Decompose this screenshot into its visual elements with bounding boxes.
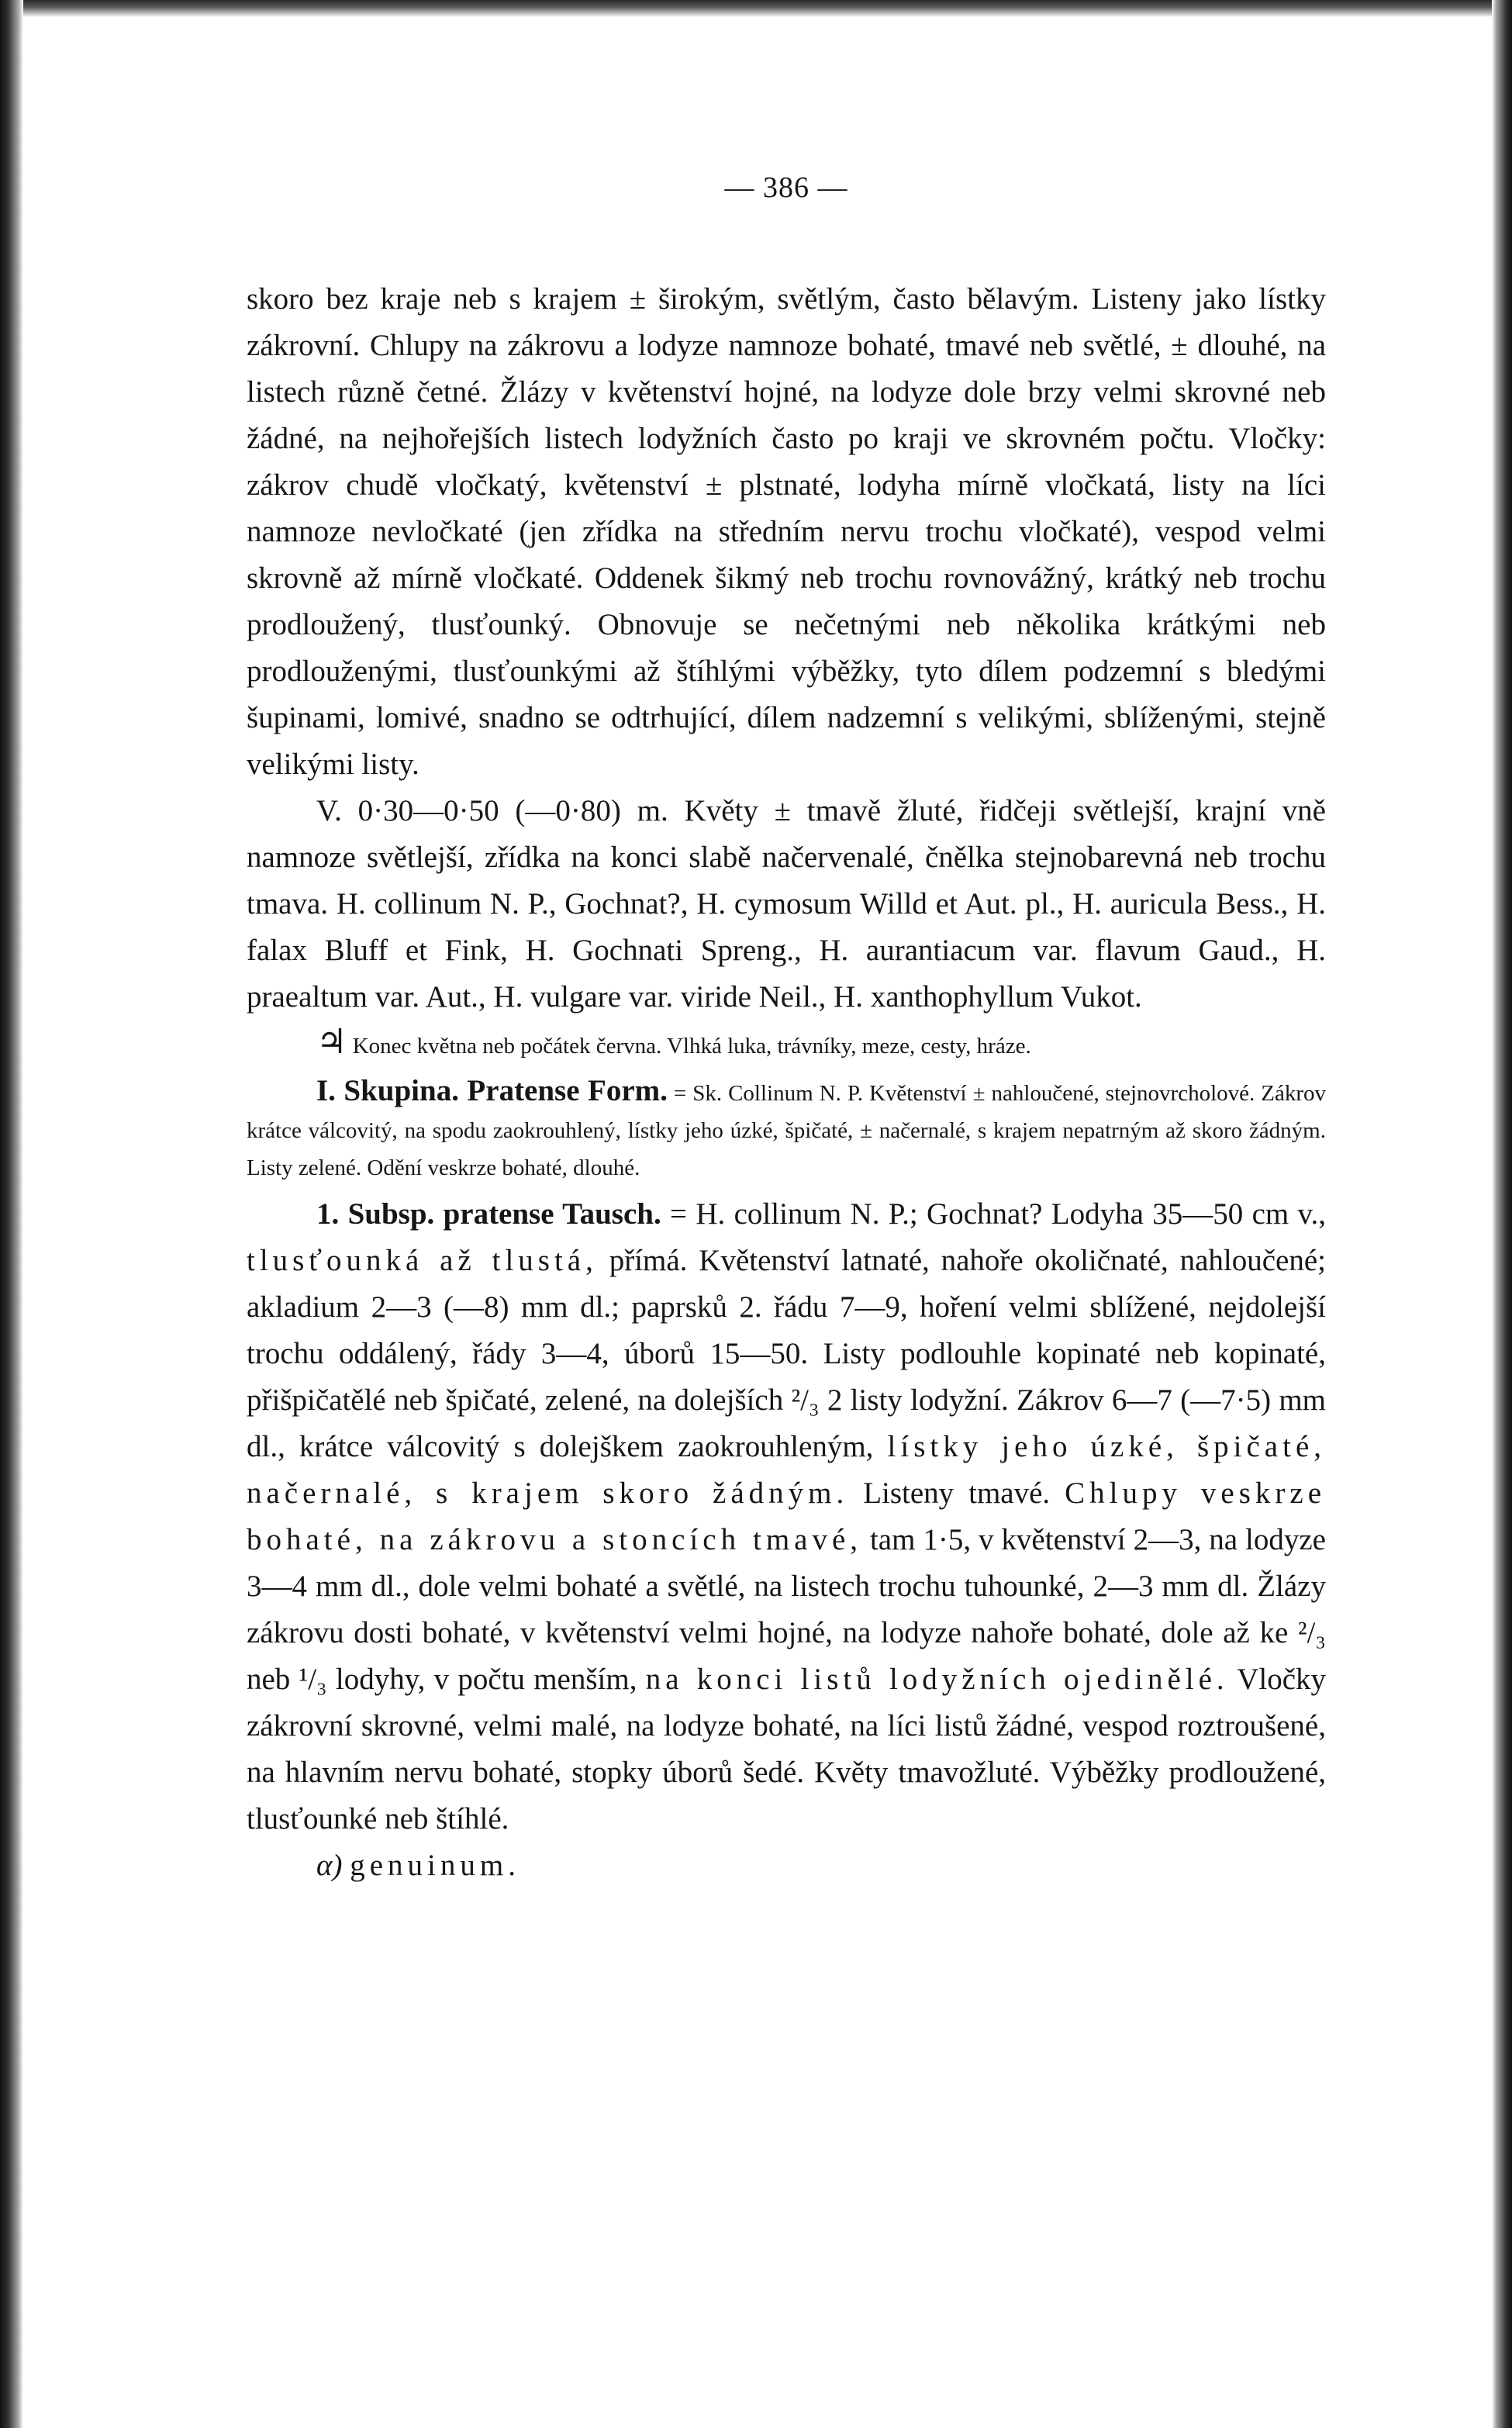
subspecies-spaced-3: Chlupy veskrze bohaté, na zákrovu a stoncích tmavé,: [247, 1476, 1326, 1556]
group-heading: I. Skupina. Pratense Form.: [316, 1074, 668, 1107]
phenology-text: Konec května neb počátek června. Vlhká luka, trávníky, meze, cesty, hráze.: [352, 1034, 1031, 1059]
subspecies-text-d: tam 1·5, v květenství 2—3, na lodyze 3—4 mm dl., dole velmi bohaté a světlé, na listech trochu tuhounké, 2—3 mm dl. Žlázy zákrovu dosti bohaté, v květenství velmi hojné, na lodyze nahoře bohaté, dole až ke ²/₃ neb ¹/₃ lodyhy, v počtu menším,: [247, 1523, 1326, 1696]
subspecies-spaced-4: na konci listů lodyžních ojedinělé.: [645, 1663, 1229, 1696]
page-content: [247, 171, 1326, 1889]
scan-border-top: [0, 0, 1512, 17]
paragraph-description: skoro bez kraje neb s krajem ± širokým, světlým, často bělavým. Listeny jako lístky zákrovní. Chlupy na zákrovu a lodyze namnoze bohaté, tmavé neb světlé, ± dlouhé, na listech různě četné. Žlázy v květenství hojné, na lodyze dole brzy velmi skrovné neb žádné, na nejhořejších listech lodyžních často po kraji ve skrovném počtu. Vločky: zákrov chudě vločkatý, květenství ± plstnaté, lodyha mírně vločkatá, listy na líci namnoze nevločkaté (jen zřídka na středním nervu trochu vločkaté), vespod velmi skrovně až mírně vločkaté. Oddenek šikmý neb trochu rovnovážný, krátký neb trochu prodloužený, tlusťounký. Obnovuje se nečetnými neb několika krátkými neb prodlouženými, tlusťounkými až štíhlými výběžky, tyto dílem podzemní s bledými šupinami, lomivé, snadno se odtrhující, dílem nadzemní s velikými, sblíženými, stejně velikými listy.: [247, 282, 1326, 781]
group-text: = Sk. Collinum N. P. Květenství ± nahloučené, stejnovrcholové. Zákrov krátce válcovitý, na spodu zaokrouhlený, lístky jeho úzké, špičaté, ± načernalé, s krajem nepatrným až skoro žádným. Listy zelené. Odění veskrze bohaté, dlouhé.: [247, 1081, 1326, 1180]
subspecies-text-c: Listeny tmavé.: [863, 1476, 1051, 1510]
subspecies-text-b: přímá. Květenství latnaté, nahoře okoličnaté, nahloučené; akladium 2—3 (—8) mm dl.; paprsků 2. řádu 7—9, hoření velmi sblížené, nejdolejší trochu oddálený, řády 3—4, úborů 15—50. Listy podlouhle kopinaté neb kopinaté, přišpičatělé neb špičaté, zelené, na dolejších ²/₃ 2 listy lodyžní. Zákrov 6—7 (—7·5) mm dl., krátce válcovitý s dolejškem zaokrouhleným,: [247, 1244, 1327, 1463]
scan-border-left: [0, 0, 23, 2428]
variety-name: genuinum.: [350, 1849, 520, 1882]
subspecies-text-e: Vločky zákrovní skrovné, velmi malé, na lodyze bohaté, na líci listů žádné, vespod roztroušené, na hlavním nervu bohaté, stopky úborů šedé. Květy tmavožluté. Výběžky prodloužené, tlusťounké neb štíhlé.: [247, 1663, 1326, 1836]
variety-marker: α): [316, 1849, 343, 1882]
page-number: — 386 —: [724, 171, 848, 204]
paragraph-subspecies: [247, 1191, 1326, 1843]
subspecies-text-a: = H. collinum N. P.; Gochnat? Lodyha 35—50 cm v.,: [670, 1197, 1327, 1231]
subspecies-spaced-1: tlusťounká až tlustá,: [247, 1244, 598, 1277]
paragraph-variety: [247, 1843, 1326, 1889]
subspecies-spaced-2: lístky jeho úzké, špičaté, načernalé, s krajem skoro žádným.: [247, 1430, 1326, 1510]
paragraph-phenology: [247, 1024, 1326, 1065]
subspecies-heading: 1. Subsp. pratense Tausch.: [316, 1197, 661, 1231]
paragraph-group: [247, 1072, 1326, 1186]
paragraph-synonyms: V. 0·30—0·50 (—0·80) m. Květy ± tmavě žluté, řidčeji světlejší, krajní vně namnoze světlejší, zřídka na konci slabě načervenalé, čnělka stejnobarevná neb trochu tmava. H. collinum N. P., Gochnat?, H. cymosum Willd et Aut. pl., H. auricula Bess., H. falax Bluff et Fink, H. Gochnati Spreng., H. aurantiacum var. flavum Gaud., H. praealtum var. Aut., H. vulgare var. viride Neil., H. xanthophyllum Vukot.: [247, 794, 1326, 1014]
perennial-symbol: ♃: [316, 1023, 347, 1061]
scan-border-right: [1492, 0, 1512, 2428]
